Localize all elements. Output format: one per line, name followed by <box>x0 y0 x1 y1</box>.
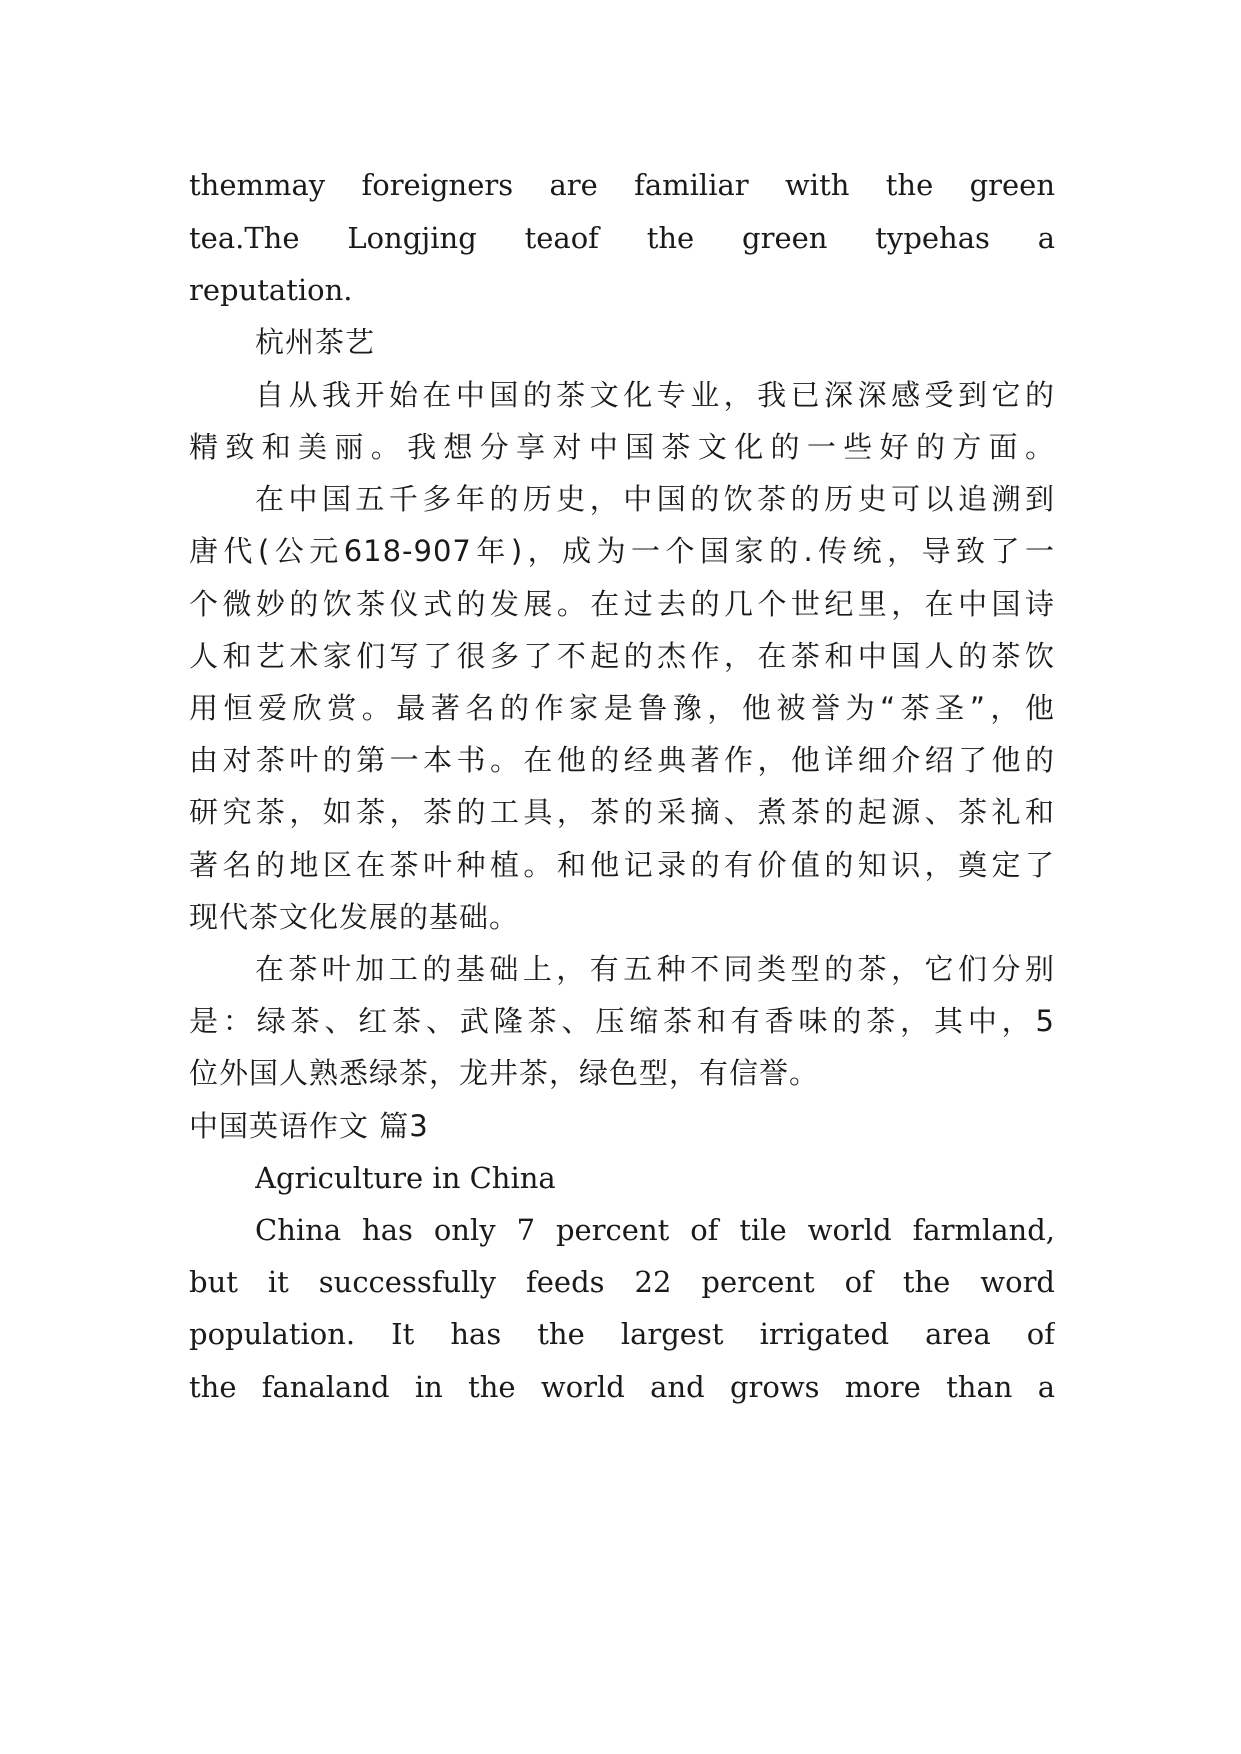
text-line: but it successfully feeds 22 percent of the word <box>189 1265 1055 1299</box>
text-line: 著名的地区在茶叶种植。和他记录的有价值的知识，奠定了 <box>189 848 1055 882</box>
text-line: reputation. <box>189 273 353 307</box>
text-line: population. It has the largest irrigated area of <box>189 1317 1055 1351</box>
text-line: China has only 7 percent of tile world farmland, <box>255 1213 1055 1247</box>
text-line: 研究茶，如茶，茶的工具，茶的采摘、煮茶的起源、茶礼和 <box>189 795 1055 829</box>
section-heading: 杭州茶艺 <box>255 325 376 359</box>
text-line: 现代茶文化发展的基础。 <box>189 900 520 934</box>
text-line: 在中国五千多年的历史，中国的饮茶的历史可以追溯到 <box>255 482 1055 516</box>
text-line: 用恒爱欣赏。最著名的作家是鲁豫，他被誉为“茶圣”，他 <box>189 691 1055 725</box>
text-line: 精致和美丽。我想分享对中国茶文化的一些好的方面。 <box>189 430 1055 464</box>
text-line: the fanaland in the world and grows more than a <box>189 1370 1055 1404</box>
text-line: tea.The Longjing teaof the green typehas a <box>189 221 1055 255</box>
text-line: 唐代(公元618-907年)，成为一个国家的.传统，导致了一 <box>189 534 1055 568</box>
essay-title: Agriculture in China <box>255 1161 556 1195</box>
text-line: 在茶叶加工的基础上，有五种不同类型的茶，它们分别 <box>255 952 1055 986</box>
text-line: 是：绿茶、红茶、武隆茶、压缩茶和有香味的茶，其中，5 <box>189 1004 1055 1038</box>
text-line: 个微妙的饮茶仪式的发展。在过去的几个世纪里，在中国诗 <box>189 587 1055 621</box>
text-line: 自从我开始在中国的茶文化专业，我已深深感受到它的 <box>255 378 1055 412</box>
text-line: 由对茶叶的第一本书。在他的经典著作，他详细介绍了他的 <box>189 743 1055 777</box>
text-line: 人和艺术家们写了很多了不起的杰作，在茶和中国人的茶饮 <box>189 639 1055 673</box>
section-title: 中国英语作文 篇3 <box>189 1109 429 1143</box>
text-line: themmay foreigners are familiar with the green <box>189 168 1055 202</box>
text-line: 位外国人熟悉绿茶，龙井茶，绿色型，有信誉。 <box>189 1056 820 1090</box>
